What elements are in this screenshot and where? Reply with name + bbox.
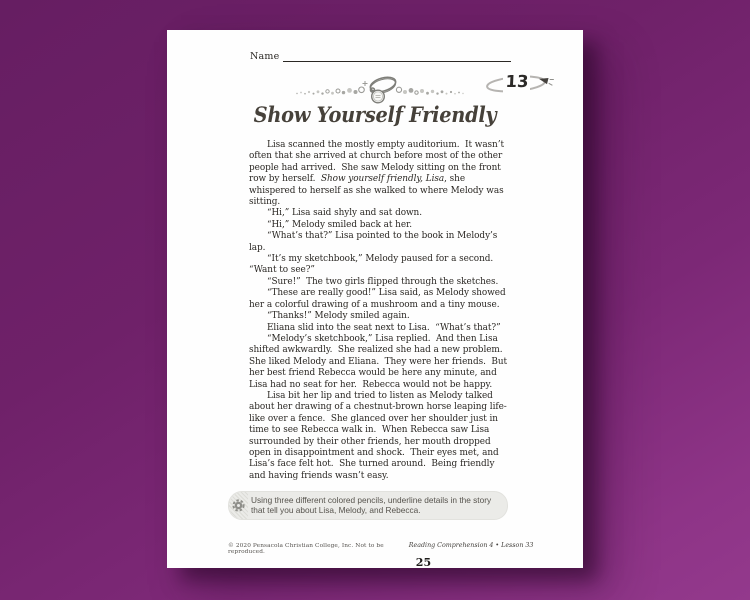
story-span: , she whispered to herself as she walked to where Melody was sitting. bbox=[249, 174, 507, 208]
charm-bracelet-icon bbox=[295, 75, 465, 105]
story-paragraph: Eliana slid into the seat next to Lisa. “What’s that?” bbox=[267, 322, 501, 333]
title-decoration bbox=[295, 75, 465, 105]
note-icon-chip bbox=[229, 492, 248, 519]
page-number: 25 bbox=[415, 556, 432, 569]
book-reference: Reading Comprehension 4 • Lesson 33 bbox=[408, 542, 534, 549]
name-blank-line bbox=[283, 50, 511, 62]
instruction-text: Using three different colored pencils, underline details in the story that tell you about Lisa, Melody, and Rebecca. bbox=[251, 495, 492, 516]
worksheet-page bbox=[167, 30, 583, 568]
story-paragraph: “Thanks!” Melody smiled again. bbox=[267, 311, 410, 322]
story-paragraph: Lisa bit her lip and tried to listen as Melody talked about her drawing of a chestnut-brown horse leaping life-like over a fence. She glanced over her shoulder just in time to see Rebecca walk in. When Rebecca saw Lisa surrounded by their other friends, her mouth dropped open in disappointment and shock. Their eyes met, and Lisa’s face felt hot. She turned around. Being friendly and having friends wasn’t easy. bbox=[249, 390, 507, 481]
story-italic-phrase: Show yourself friendly, Lisa bbox=[320, 174, 445, 185]
page-title: Show Yourself Friendly bbox=[253, 103, 497, 128]
story-paragraph: “It’s my sketchbook,” Melody paused for a second. “Want to see?” bbox=[249, 254, 499, 276]
name-label: Name bbox=[250, 51, 280, 62]
story-paragraph: “What’s that?” Lisa pointed to the book in Melody’s lap. bbox=[249, 231, 501, 253]
copyright-text: © 2020 Pensacola Christian College, Inc. Not to be reproduced. bbox=[228, 543, 384, 555]
story-paragraph: “Hi,” Melody smiled back at her. bbox=[267, 219, 413, 230]
story-paragraph: “Sure!” The two girls flipped through the sketches. bbox=[267, 276, 499, 287]
name-row bbox=[250, 50, 511, 62]
story-text bbox=[249, 140, 513, 482]
story-paragraph: “Melody’s sketchbook,” Lisa replied. And then Lisa shifted awkwardly. She realized she had a new problem. She liked Melody and Eliana. They were her friends. But her best friend Rebecca would be here any minute, and Lisa had no seat for her. Rebecca would not be happy. bbox=[249, 333, 510, 390]
gear-icon bbox=[232, 499, 245, 512]
lesson-number-badge bbox=[485, 71, 555, 97]
footer-right bbox=[409, 532, 550, 570]
page-footer bbox=[228, 532, 550, 570]
instruction-note bbox=[228, 491, 508, 520]
story-span: Lisa scanned the mostly empty auditorium. It wasn’t often that she arrived at church before most of the other people had arrived. She saw Melody sitting on the front row by herself. bbox=[249, 140, 507, 185]
story-paragraph: “Hi,” Lisa said shyly and sat down. bbox=[267, 208, 422, 219]
lesson-number: 13 bbox=[505, 72, 529, 91]
story-paragraph: “These are really good!” Lisa said, as Melody showed her a colorful drawing of a mushroom and a tiny mouse. bbox=[249, 288, 509, 310]
story-paragraph bbox=[249, 140, 513, 208]
